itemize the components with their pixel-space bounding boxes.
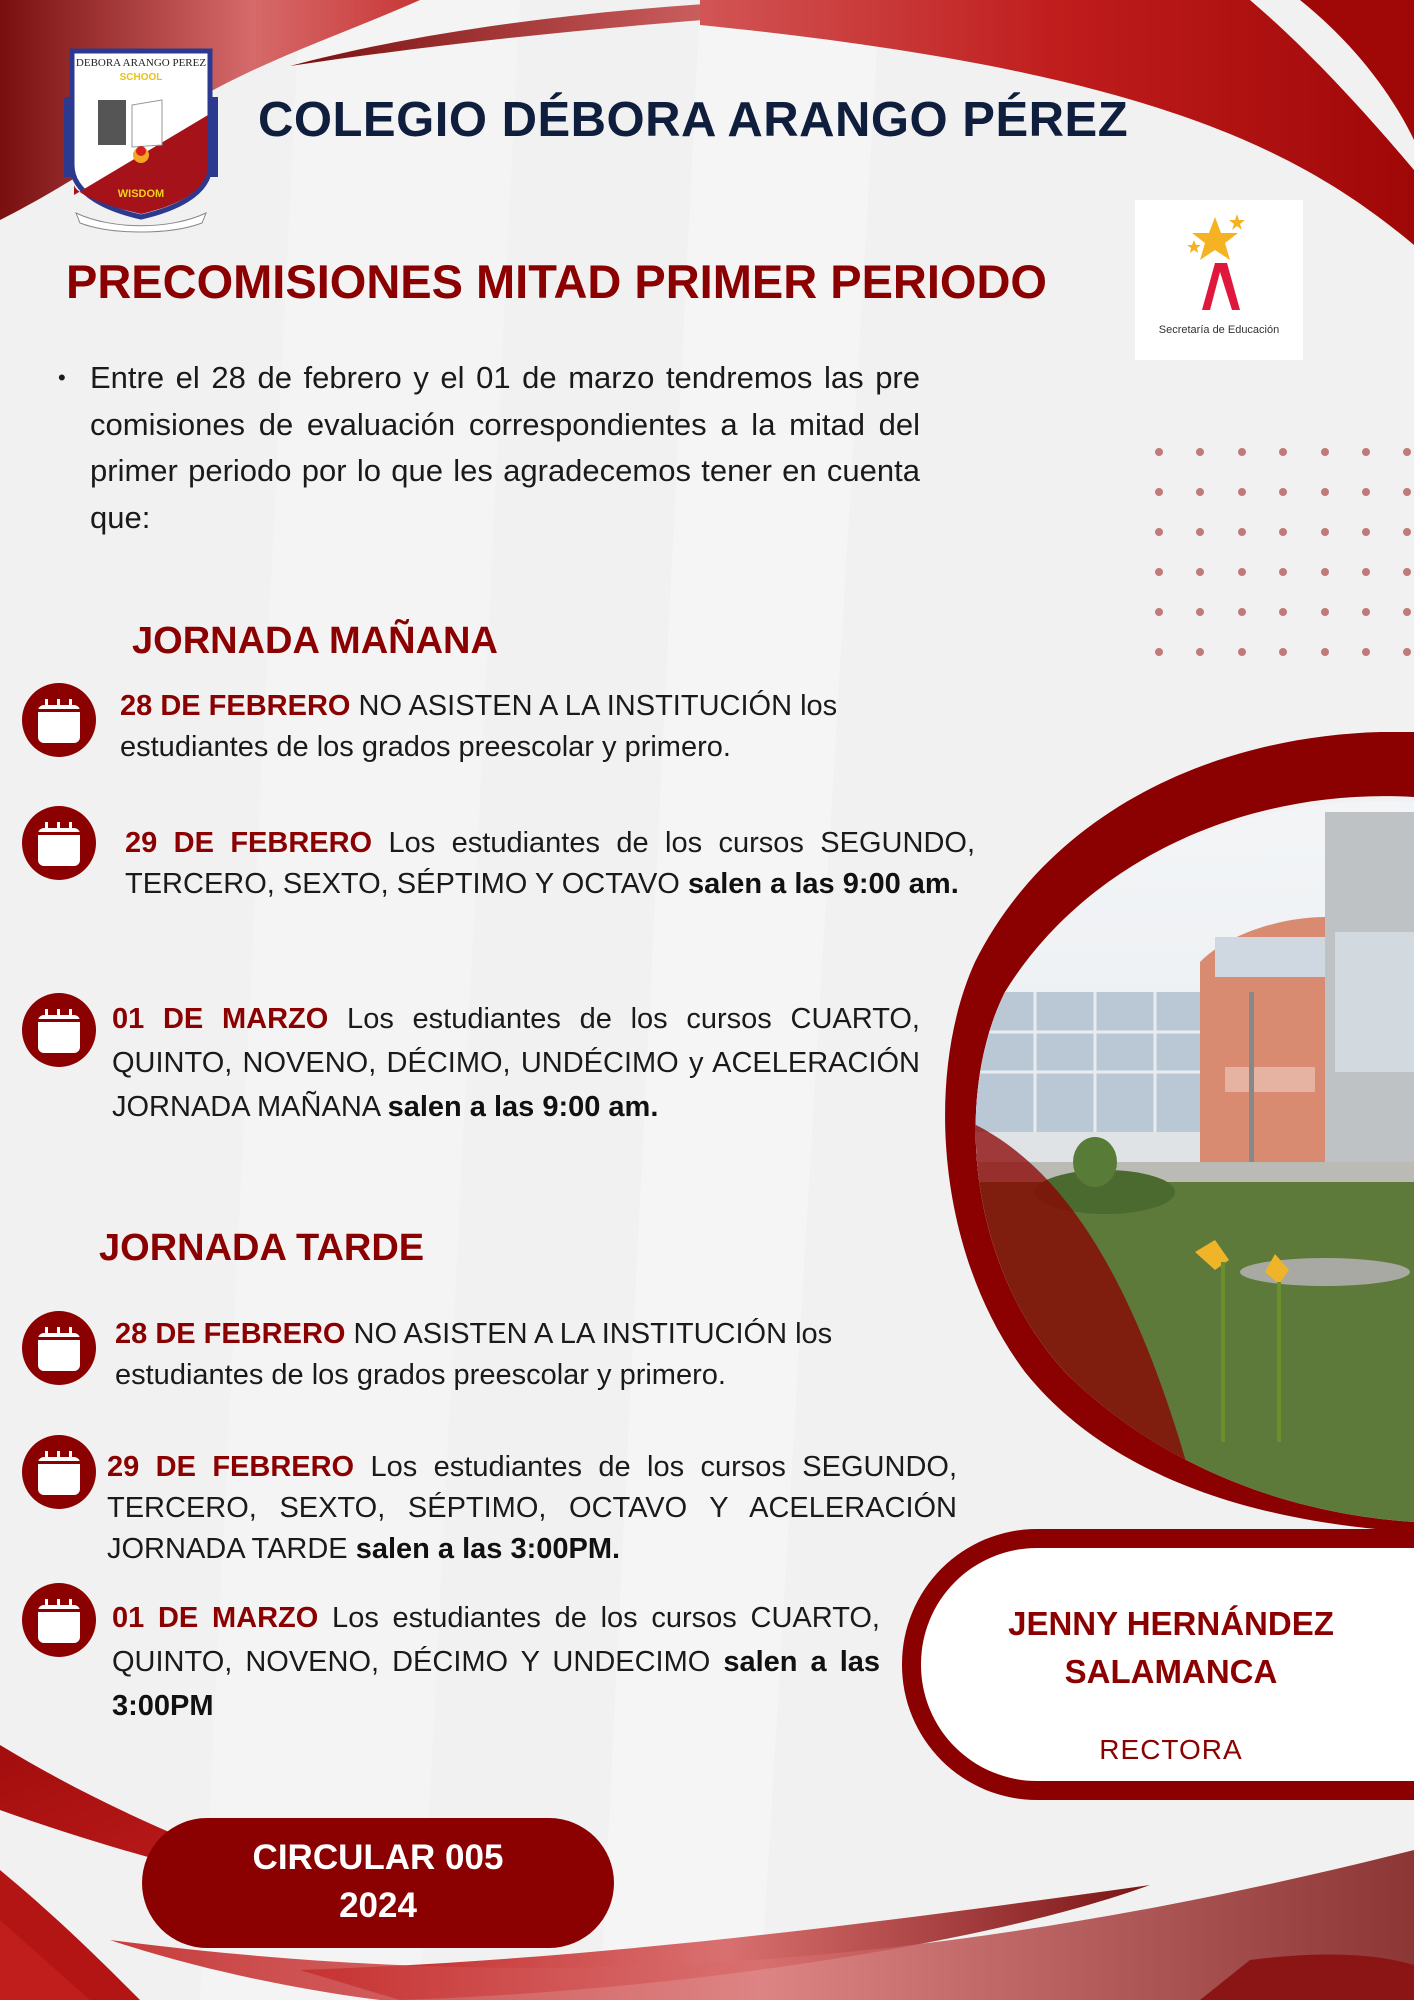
item-text <box>112 997 920 1129</box>
item-text <box>107 1447 957 1570</box>
secretaria-educacion-logo <box>1135 200 1303 360</box>
circular-year: 2024 <box>339 1886 417 1925</box>
circular-number-badge <box>142 1818 614 1948</box>
item-body: Los estudiantes de los cursos CUARTO, QUINTO, NOVENO, DÉCIMO, UNDÉCIMO y ACELERACIÓN JORNADA MAÑANA <box>112 1003 920 1123</box>
item-date: 28 DE FEBRERO <box>120 690 351 722</box>
intro-paragraph <box>58 355 920 541</box>
calendar-icon <box>22 1311 96 1385</box>
secretaria-label: Secretaría de Educación <box>1158 324 1280 336</box>
bullet-icon: • <box>58 365 66 390</box>
page-title: PRECOMISIONES MITAD PRIMER PERIODO <box>66 255 1047 308</box>
item-text <box>112 1596 880 1728</box>
signer-role: RECTORA <box>1099 1734 1243 1765</box>
item-time: salen a las 3:00PM. <box>355 1533 621 1565</box>
svg-text:DEBORA ARANGO PEREZ: DEBORA ARANGO PEREZ <box>75 57 207 69</box>
item-time: salen a las 9:00 am. <box>687 868 959 900</box>
signature-card <box>902 1529 1414 1800</box>
signer-name <box>921 1600 1414 1696</box>
star-logo-icon <box>1135 200 1303 320</box>
item-time: salen a las 9:00 am. <box>387 1091 659 1123</box>
calendar-icon <box>22 993 96 1067</box>
svg-text:WISDOM: WISDOM <box>117 188 165 200</box>
school-crest-logo <box>62 45 220 233</box>
calendar-icon <box>22 683 96 757</box>
section-heading-manana: JORNADA MAÑANA <box>132 620 498 662</box>
item-text <box>115 1314 965 1396</box>
item-date: 28 DE FEBRERO <box>115 1318 346 1350</box>
item-body: Los estudiantes de los cursos CUARTO, QUINTO, NOVENO, DÉCIMO Y UNDECIMO <box>112 1602 880 1678</box>
school-building-photo <box>945 732 1414 1532</box>
item-date: 29 DE FEBRERO <box>107 1451 355 1483</box>
item-date: 29 DE FEBRERO <box>125 827 373 859</box>
crest-icon <box>62 45 220 233</box>
svg-text:SCHOOL: SCHOOL <box>119 72 163 83</box>
circular-number: CIRCULAR 005 <box>252 1838 504 1877</box>
item-text <box>125 823 975 905</box>
dot-grid-decoration <box>1154 447 1414 657</box>
item-date: 01 DE MARZO <box>112 1602 319 1634</box>
item-body: NO ASISTEN A LA INSTITUCIÓN los estudiantes de los grados preescolar y primero. <box>115 1318 833 1391</box>
section-heading-tarde: JORNADA TARDE <box>99 1227 425 1269</box>
calendar-icon <box>22 1435 96 1509</box>
item-time: salen a las 3:00PM <box>112 1646 881 1722</box>
calendar-icon <box>22 1583 96 1657</box>
item-body: Los estudiantes de los cursos SEGUNDO, TERCERO, SEXTO, SÉPTIMO, OCTAVO Y ACELERACIÓN JORNADA TARDE <box>107 1451 957 1565</box>
item-body: Los estudiantes de los cursos SEGUNDO, TERCERO, SEXTO, SÉPTIMO Y OCTAVO <box>125 827 975 900</box>
signer-name-line2: SALAMANCA <box>1064 1653 1278 1690</box>
calendar-icon <box>22 806 96 880</box>
item-text <box>120 686 950 768</box>
item-body: NO ASISTEN A LA INSTITUCIÓN los estudiantes de los grados preescolar y primero. <box>120 690 838 763</box>
signer-name-line1: JENNY HERNÁNDEZ <box>1008 1605 1334 1642</box>
item-date: 01 DE MARZO <box>112 1003 329 1035</box>
intro-text: Entre el 28 de febrero y el 01 de marzo tendremos las pre comisiones de evaluación correspondientes a la mitad del primer periodo por lo que les agradecemos tener en cuenta que: <box>90 360 920 535</box>
school-name: COLEGIO DÉBORA ARANGO PÉREZ <box>258 93 1129 147</box>
